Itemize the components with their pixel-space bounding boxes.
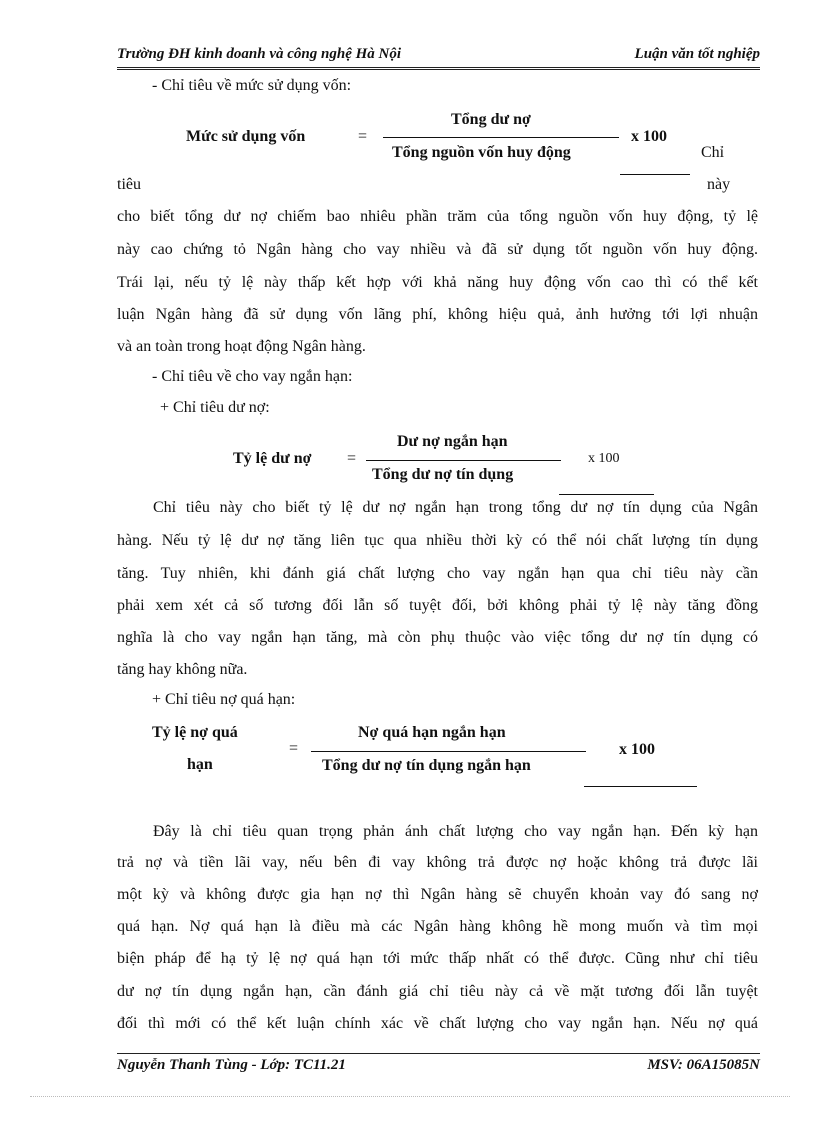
- formula2-multiplier: x 100: [588, 451, 620, 466]
- page-footer: [117, 1057, 760, 1077]
- formula3-equals: =: [289, 740, 299, 757]
- formula2-equals: =: [347, 450, 357, 467]
- formula1-denominator: Tổng nguồn vốn huy động: [392, 144, 571, 161]
- formula2-denominator: Tổng dư nợ tín dụng: [372, 466, 514, 483]
- formula3-numerator: Nợ quá hạn ngắn hạn: [358, 724, 506, 741]
- page-header: [117, 46, 760, 66]
- paragraph-line: tăng hay không nữa.: [117, 661, 248, 678]
- section2-title: - Chỉ tiêu về cho vay ngắn hạn:: [152, 368, 353, 385]
- section2-subtitle: + Chỉ tiêu dư nợ:: [160, 399, 270, 416]
- formula1-underline: [620, 174, 690, 175]
- formula1-label: Mức sử dụng vốn: [186, 128, 306, 145]
- formula2-fraction-bar: [366, 460, 561, 461]
- paragraph-line: này cao chứng tỏ Ngân hàng cho vay nhiều và đã sử dụng tốt nguồn vốn huy động.: [117, 241, 758, 258]
- side-word-2: này: [707, 176, 731, 193]
- paragraph-line: hàng. Nếu tỷ lệ dư nợ tăng liên tục qua nhiều thời kỳ có thể nói chất lượng tín dụng: [117, 532, 758, 549]
- formula2-underline: [559, 494, 654, 495]
- footer-student-id: MSV: 06A15085N: [647, 1057, 760, 1073]
- paragraph-line: cho biết tổng dư nợ chiếm bao nhiêu phần trăm của tổng nguồn vốn huy động, tỷ lệ: [117, 208, 758, 225]
- paragraph-line: luận Ngân hàng đã sử dụng vốn lãng phí, không hiệu quả, ảnh hưởng tới lợi nhuận: [117, 306, 758, 323]
- formula1-equals: =: [358, 128, 368, 145]
- section3-subtitle: + Chỉ tiêu nợ quá hạn:: [152, 691, 296, 708]
- paragraph-line: Đây là chỉ tiêu quan trọng phản ánh chất lượng cho vay ngắn hạn. Đến kỳ hạn: [153, 823, 758, 840]
- footer-author: Nguyễn Thanh Tùng - Lớp: TC11.21: [117, 1057, 346, 1073]
- header-rule: [117, 67, 760, 68]
- paragraph-line: nghĩa là cho vay ngắn hạn tăng, mà còn phụ thuộc vào việc tổng dư nợ tín dụng có: [117, 629, 758, 646]
- paragraph-line: Trái lại, nếu tỷ lệ này thấp kết hợp với khả năng huy động vốn cao thì có thể kết: [117, 274, 758, 291]
- formula1-numerator: Tổng dư nợ: [451, 111, 531, 128]
- formula3-fraction-bar: [311, 751, 586, 752]
- footer-rule: [117, 1053, 760, 1054]
- header-rule-double: [117, 69, 760, 70]
- header-doc-type: Luận văn tốt nghiệp: [634, 46, 760, 62]
- line-start-word: tiêu: [117, 176, 141, 193]
- paragraph-line: tăng. Tuy nhiên, khi đánh giá chất lượng cho vay ngắn hạn qua chỉ tiêu này cần: [117, 565, 758, 582]
- formula2-label: Tỷ lệ dư nợ: [233, 450, 312, 467]
- paragraph-line: dư nợ tín dụng ngắn hạn, cần đánh giá chỉ tiêu này cả về mặt tương đối lẫn tuyệt: [117, 983, 758, 1000]
- paragraph-line: phải xem xét cả số tương đối lẫn số tuyệt đối, bởi không phải tỷ lệ này tăng đồng: [117, 597, 758, 614]
- paragraph-line: quá hạn. Nợ quá hạn là điều mà các Ngân hàng không hề mong muốn và tìm mọi: [117, 918, 758, 935]
- side-word-1: Chỉ: [701, 144, 725, 161]
- paragraph-line: và an toàn trong hoạt động Ngân hàng.: [117, 338, 366, 355]
- paragraph-line: một kỳ và không được gia hạn nợ thì Ngân hàng sẽ chuyển khoản vay đó sang nợ: [117, 886, 758, 903]
- formula1-fraction-bar: [383, 137, 619, 138]
- formula3-denominator: Tổng dư nợ tín dụng ngắn hạn: [322, 757, 531, 774]
- formula3-multiplier: x 100: [619, 741, 655, 758]
- formula3-underline: [584, 786, 697, 787]
- paragraph-line: đối thì mới có thể kết luận chính xác về chất lượng cho vay ngắn hạn. Nếu nợ quá: [117, 1015, 758, 1032]
- paragraph-line: Chỉ tiêu này cho biết tỷ lệ dư nợ ngắn hạn trong tổng dư nợ tín dụng của Ngân: [153, 499, 758, 516]
- paragraph-line: trả nợ và tiền lãi vay, nếu bên đi vay không trả được nợ hoặc không trả được lãi: [117, 854, 758, 871]
- header-school: Trường ĐH kinh doanh và công nghệ Hà Nội: [117, 46, 402, 62]
- section1-title: - Chỉ tiêu về mức sử dụng vốn:: [152, 77, 352, 94]
- formula1-multiplier: x 100: [631, 128, 667, 145]
- formula3-label-line2: hạn: [187, 756, 213, 773]
- formula3-label-line1: Tỷ lệ nợ quá: [152, 724, 238, 741]
- formula2-numerator: Dư nợ ngắn hạn: [397, 433, 508, 450]
- page-bottom-dotted-rule: [30, 1096, 790, 1097]
- paragraph-line: biện pháp để hạ tỷ lệ nợ quá hạn tới mức thấp nhất có thể được. Cũng như chỉ tiêu: [117, 950, 758, 967]
